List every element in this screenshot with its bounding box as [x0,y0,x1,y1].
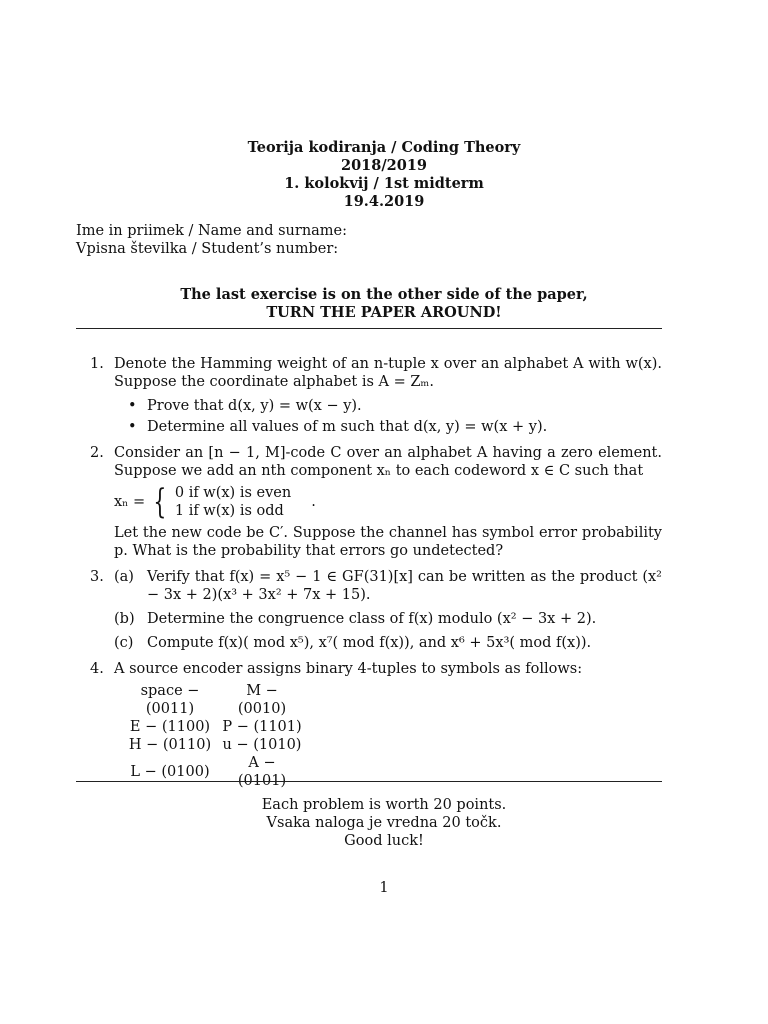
table-row [118,736,302,754]
table-cell: space − (0011) [140,683,200,717]
case-odd: 1 if w(x) is odd [174,503,284,519]
table-cell: P − (1101) [222,719,302,735]
problem-list [76,355,662,798]
brace-icon: { [153,482,167,522]
exam-date: 19.4.2019 [343,193,425,210]
student-info [76,222,347,258]
subpart-text: Compute f(x)( mod x⁵), x⁷( mod f(x)), and x⁶ + 5x³( mod f(x)). [147,635,592,651]
page-number: 1 [379,880,389,896]
subpart-label: (b) [114,611,135,627]
table-cell: E − (1100) [129,719,211,735]
case-even: 0 if w(x) is even [174,485,292,501]
student-number-label: Vpisna številka / Student’s number: [76,241,339,257]
piecewise-lhs: xₙ = [114,494,146,510]
table-row [118,718,302,736]
problem-number: 4. [90,661,104,677]
subpart-c [114,634,662,652]
cases [175,484,291,520]
subpart-text: Determine the congruence class of f(x) modulo (x² − 3x + 2). [147,611,597,627]
footer-line-2: Vsaka naloga je vredna 20 točk. [266,815,502,831]
problem-text: Consider an [n − 1, M]-code C over an alphabet A having a zero element. Suppose we add an nth component xₙ to each codeword x ∈ C such that [114,445,662,479]
footer-line-3: Good luck! [344,833,424,849]
problem-text: A source encoder assigns binary 4-tuples to symbols as follows: [114,661,583,677]
footer-line-1: Each problem is worth 20 points. [261,797,507,813]
bottom-divider [76,781,662,782]
name-label: Ime in priimek / Name and surname: [76,223,348,239]
subpart-a [114,568,662,604]
problem-1 [76,355,662,436]
period: . [311,494,316,510]
problem-number: 1. [90,356,104,372]
subpart-b [114,610,662,628]
bullet-text: Prove that d(x, y) = w(x − y). [147,398,362,414]
problem-followup: Let the new code be C′. Suppose the channel has symbol error probability p. What is the probability that errors go undetected? [114,525,662,559]
problem-number: 3. [90,569,104,585]
subpart-text: Verify that f(x) = x⁵ − 1 ∈ GF(31)[x] can be written as the product (x² − 3x + 2)(x³ + 3x² + 7x + 15). [147,569,662,603]
notice-line-2: TURN THE PAPER AROUND! [266,304,502,321]
academic-year: 2018/2019 [340,157,427,174]
exam-header [0,139,768,211]
bullet-icon: • [128,398,137,414]
problem-4 [76,660,662,790]
problem-3 [76,568,662,652]
bullet-text: Determine all values of m such that d(x, y) = w(x + y). [147,419,548,435]
table-cell: A − (0101) [237,755,287,789]
table-row [118,682,302,718]
subpart-label: (c) [114,635,134,651]
course-title: Teorija kodiranja / Coding Theory [247,139,521,156]
table-cell: L − (0100) [130,764,210,780]
exam-name: 1. kolokvij / 1st midterm [284,175,484,192]
piecewise-definition [114,482,662,522]
table-cell: M − (0010) [237,683,287,717]
encoding-table [118,682,302,790]
table-cell: H − (0110) [128,737,212,753]
top-divider [76,328,662,329]
table-row [118,754,302,790]
footer [0,796,768,850]
problem-text: Denote the Hamming weight of an n-tuple x over an alphabet A with w(x). Suppose the coordinate alphabet is A = Zₘ. [114,356,662,390]
problem-2 [76,444,662,560]
bullet-list [114,397,662,436]
list-item [128,397,662,415]
subpart-label: (a) [114,569,134,585]
notice-line-1: The last exercise is on the other side of the paper, [180,286,588,303]
table-cell: u − (1010) [222,737,302,753]
list-item [128,418,662,436]
turn-page-notice [0,286,768,322]
bullet-icon: • [128,419,137,435]
problem-number: 2. [90,445,104,461]
